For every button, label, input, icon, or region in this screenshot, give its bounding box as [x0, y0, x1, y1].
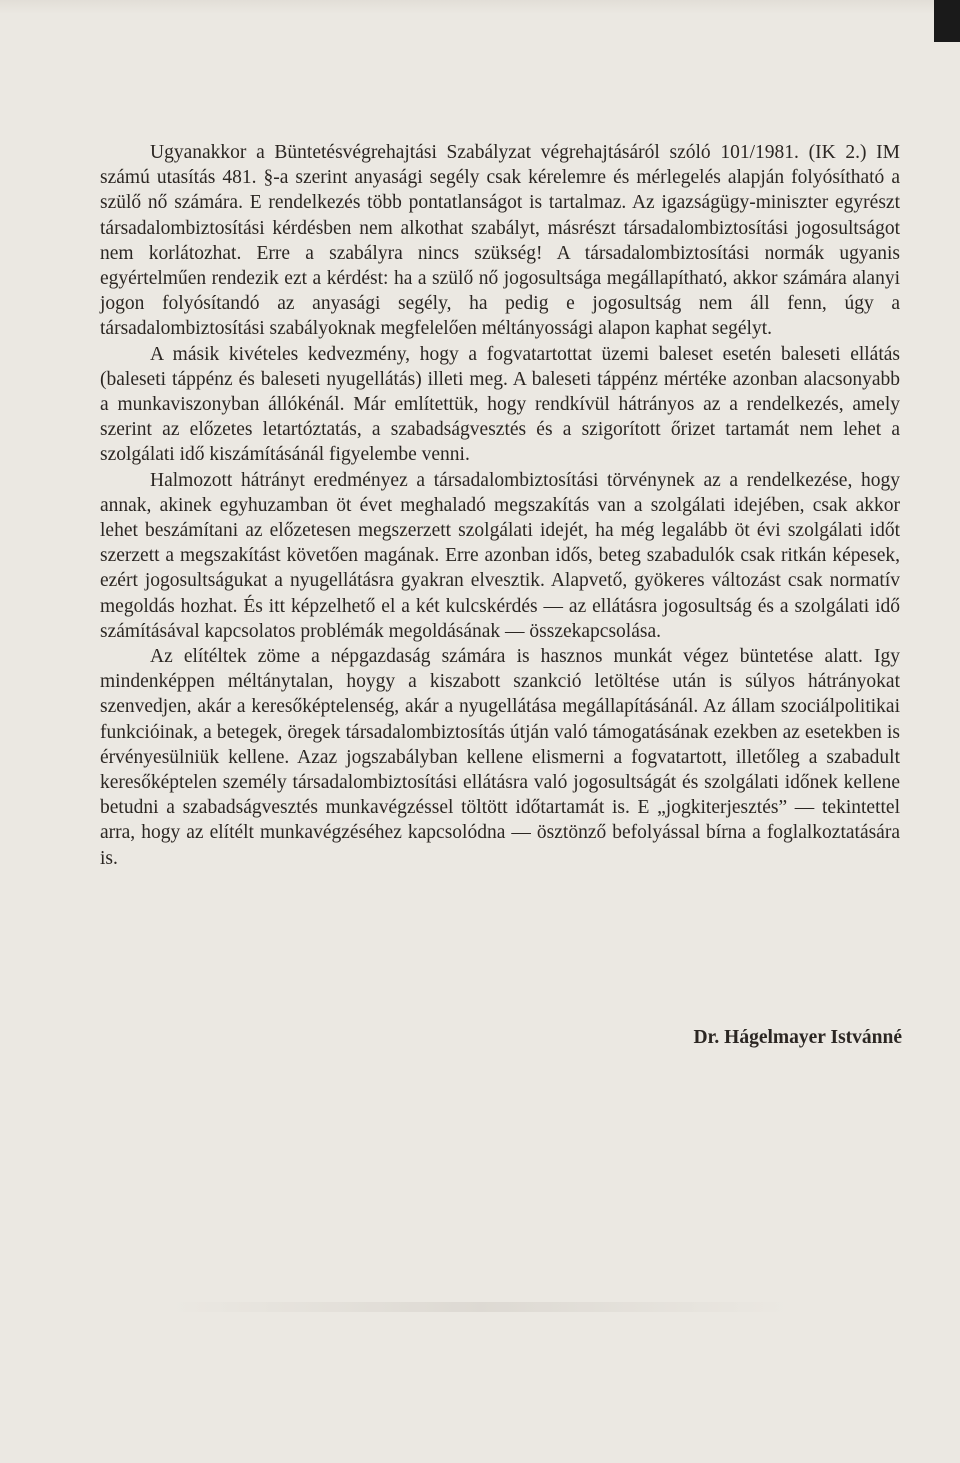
paragraph-3: Halmozott hátrányt eredményez a társadalombiztosítási törvénynek az a rendelkezése, hogy annak, akinek egyhuzamban öt évet meghaladó megszakítás van a szolgálati idejében, csak akkor lehet beszámítani az előzetesen megszerzett szolgálati idejét, ha még legalább öt évi szolgálati időt szerzett a megszakítást követően magának. Erre azonban idős, beteg szabadulók csak ritkán képesek, ezért jogosultságukat a nyugellátásra gyakran elvesztik. Alapvető, gyökeres változást csak normatív megoldás hozhat. És itt képzelhető el a két kulcskérdés — az ellátásra jogosultság és a szolgálati idő számításával kapcsolatos problémák megoldásának — összekapcsolása. [100, 469, 900, 642]
article-body [100, 140, 900, 871]
paragraph-2: A másik kivételes kedvezmény, hogy a fogvatartottat üzemi baleset esetén baleseti ellátás (baleseti táppénz és baleseti nyugellátás) illeti meg. A baleseti táppénz mértéke azonban alacsonyabb a munkaviszonyban állókénál. Már említettük, hogy rendkívül hátrányos az a rendelkezés, amely szerint az előzetes letartóztatás, a szabadságvesztés és a szigorított őrizet tartamát nem lehet a szolgálati idő kiszámításánál figyelembe venni. [100, 343, 900, 466]
scan-corner-shadow [934, 0, 960, 42]
paragraph-4: Az elítéltek zöme a népgazdaság számára is hasznos munkát végez büntetése alatt. Igy mindenképpen méltánytalan, hoygy a kiszabott szankció letöltése után is súlyos hátrányokat szenvedjen, akár a keresőképtelenség, akár a nyugellátása megállapításánál. Az állam szociálpolitikai funkcióinak, a betegek, öregek társadalombiztosítás útján való támogatásának ezekben az esetekben is érvényesülniük kellene. Azaz jogszabályban kellene elismerni a fogvatartott, illetőleg a szabadult keresőképtelen személy társadalombiztosítási ellátásra való jogosultságát és szolgálati időnek kellene betudni a szabadságvesztés munkavégzéssel töltött időtartamát is. E „jogkiterjesztés” — tekintettel arra, hogy az elítélt munkavégzéséhez kapcsolódna — ösztönző befolyással bírna a foglalkoztatására is. [100, 646, 900, 869]
page-top-edge [0, 0, 960, 14]
author-signature: Dr. Hágelmayer Istvánné [693, 1027, 902, 1048]
paragraph-1: Ugyanakkor a Büntetésvégrehajtási Szabályzat végrehajtásáról szóló 101/1981. (IK 2.) IM számú utasítás 481. §-a szerint anyasági segély csak kérelemre és mérlegelés alapján folyósítható a szülő nő számára. E rendelkezés több pontatlanságot is tartalmaz. Az igazságügy-miniszter egyrészt társadalombiztosítási kérdésben nem alkothat szabályt, másrészt társadalombiztosítási jogosultságot nem korlátozhat. Erre a szabályra nincs szükség! A társadalombiztosítási normák ugyanis egyértelműen rendezik ezt a kérdést: ha a szülő nő jogosultsága megállapítható, akkor számára alanyi jogon folyósítandó az anyasági segély, ha pedig e jogosultság nem áll fenn, úgy a társadalombiztosítási szabályoknak megfelelően méltányossági alapon kaphat segélyt. [100, 142, 900, 340]
bleed-through-line [170, 1302, 790, 1312]
